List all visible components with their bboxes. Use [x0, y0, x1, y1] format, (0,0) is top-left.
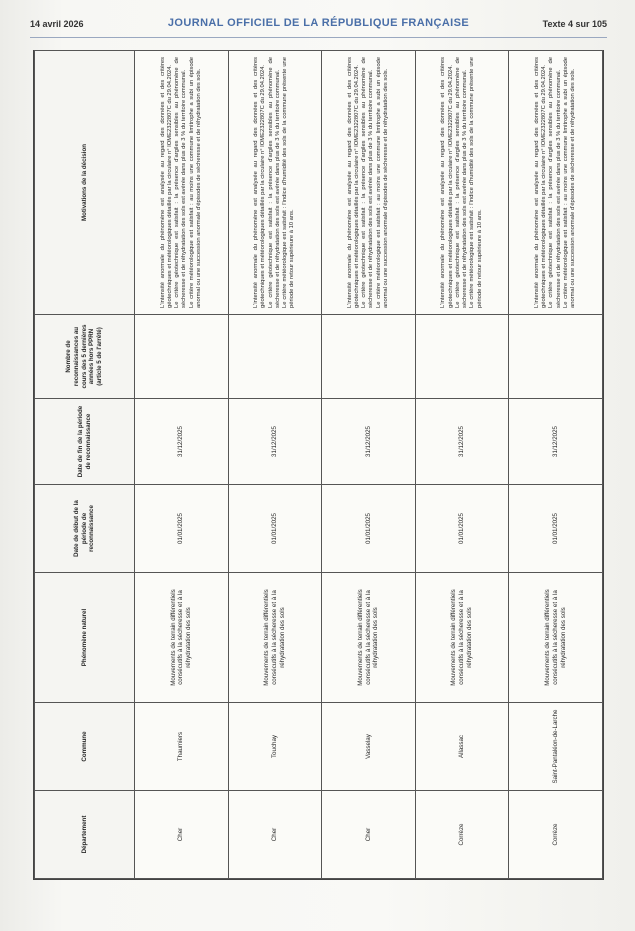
decision-table: [34, 50, 603, 879]
cell-departement: Cher: [228, 791, 322, 879]
motivation-paragraph: Le critère géotechnique est satisfait : la présence d'argiles sensibles au phénomène de sécheresse et de réhydratation des sols est avérée dans plus de 3 % du territoire communal.: [174, 57, 188, 308]
table-row: [228, 51, 322, 879]
cell-commune: Saint-Pantaléon-de-Larche: [509, 703, 603, 791]
cell-nombre: [415, 315, 509, 399]
cell-motivations: [509, 51, 603, 315]
motivation-paragraph: Le critère géotechnique est satisfait : la présence d'argiles sensibles au phénomène de sécheresse et de réhydratation des sols est avérée dans plus de 3 % du territoire communal.: [454, 57, 469, 308]
cell-commune: Allassac: [415, 703, 509, 791]
motivation-paragraph: Le critère météorologique est satisfait : l'indice d'humidité des sols de la commune présente une période de retour supérieure à 10 ans.: [282, 57, 296, 308]
cell-date-fin: 31/12/2025: [415, 399, 509, 485]
cell-date-fin: 31/12/2025: [135, 399, 229, 485]
table-row: [415, 51, 509, 879]
journal-title: JOURNAL OFFICIEL DE LA RÉPUBLIQUE FRANÇAISE: [167, 17, 470, 29]
cell-departement: Cher: [322, 791, 416, 879]
motivation-paragraph: L'intensité anormale du phénomène est analysée au regard des données et des critères géotechniques et météorologiques détaillés par la circulaire n° IOME2322807C du 29.04.2024.: [533, 57, 548, 308]
cell-phenomene: Mouvements de terrain différentiels consécutifs à la sécheresse et à la réhydratation des sols: [135, 573, 229, 703]
header-date: 14 avril 2026: [30, 19, 84, 29]
motivation-paragraph: Le critère météorologique est satisfait : au moins une commune limitrophe a subi un épisode anormal ou une succession anormale d'épisodes de sécheresse et de réhydratation des sols.: [188, 57, 202, 308]
cell-date-fin: 31/12/2025: [509, 399, 603, 485]
motivation-paragraph: Le critère géotechnique est satisfait : la présence d'argiles sensibles au phénomène de sécheresse et de réhydratation des sols est avérée dans plus de 3 % du territoire communal.: [267, 57, 281, 308]
col-header-phenomene: Phénomène naturel: [35, 573, 135, 703]
table-frame: [33, 50, 604, 880]
cell-motivations: [322, 51, 416, 315]
col-header-commune: Commune: [35, 703, 135, 791]
col-header-nombre: Nombre de reconnaissances au cours des 5 dernières années hors PPRN (article 5 de l'arrêté): [35, 315, 135, 399]
table-row: [322, 51, 416, 879]
motivation-paragraph: Le critère météorologique est satisfait : l'indice d'humidité des sols de la commune présente une période de retour supérieure à 10 ans.: [469, 57, 483, 308]
cell-nombre: [135, 315, 229, 399]
motivation-paragraph: Le critère géotechnique est satisfait : la présence d'argiles sensibles au phénomène de sécheresse et de réhydratation des sols est avérée dans plus de 3 % du territoire communal.: [548, 57, 562, 308]
motivation-paragraph: Le critère météorologique est satisfait : au moins une commune limitrophe a subi un épisode anormal ou une succession anormale d'épisodes de sécheresse et de réhydratation des sols.: [375, 57, 389, 308]
cell-nombre: [322, 315, 416, 399]
cell-phenomene: Mouvements de terrain différentiels consécutifs à la sécheresse et à la réhydratation des sols: [415, 573, 509, 703]
cell-motivations: [415, 51, 509, 315]
col-header-date-fin: Date de fin de la période de reconnaissance: [35, 399, 135, 485]
table-row: [135, 51, 229, 879]
cell-commune: Thaumiers: [135, 703, 229, 791]
col-header-departement: Département: [35, 791, 135, 879]
cell-date-debut: 01/01/2025: [415, 485, 509, 573]
table-row: [509, 51, 603, 879]
motivation-paragraph: Le critère géotechnique est satisfait : la présence d'argiles sensibles au phénomène de sécheresse et de réhydratation des sols est avérée dans plus de 3 % du territoire communal.: [361, 57, 375, 308]
cell-phenomene: Mouvements de terrain différentiels consécutifs à la sécheresse et à la réhydratation des sols: [509, 573, 603, 703]
motivation-paragraph: L'intensité anormale du phénomène est analysée au regard des données et des critères géotechniques et météorologiques détaillés par la circulaire n° IOME2322807C du 29.04.2024.: [346, 57, 361, 308]
cell-date-debut: 01/01/2025: [135, 485, 229, 573]
motivation-paragraph: L'intensité anormale du phénomène est analysée au regard des données et des critères géotechniques et météorologiques détaillés par la circulaire n° IOME2322807C du 29.04.2024.: [253, 57, 267, 308]
cell-date-debut: 01/01/2025: [228, 485, 322, 573]
cell-departement: Cher: [135, 791, 229, 879]
cell-commune: Vasselay: [322, 703, 416, 791]
cell-phenomene: Mouvements de terrain différentiels consécutifs à la sécheresse et à la réhydratation des sols: [322, 573, 416, 703]
col-header-motivations: Motivations de la décision: [35, 51, 135, 315]
motivation-paragraph: Le critère météorologique est satisfait : au moins une commune limitrophe a subi un épisode anormal ou une succession anormale d'épisodes de sécheresse et de réhydratation des sols.: [562, 57, 577, 308]
cell-motivations: [135, 51, 229, 315]
cell-date-fin: 31/12/2025: [322, 399, 416, 485]
cell-date-fin: 31/12/2025: [228, 399, 322, 485]
cell-departement: Corrèze: [509, 791, 603, 879]
page-header: [30, 17, 607, 35]
header-page-number: Texte 4 sur 105: [542, 19, 607, 29]
cell-date-debut: 01/01/2025: [322, 485, 416, 573]
cell-commune: Touchay: [228, 703, 322, 791]
cell-nombre: [509, 315, 603, 399]
header-rule: [30, 37, 607, 38]
cell-nombre: [228, 315, 322, 399]
cell-motivations: [228, 51, 322, 315]
motivation-paragraph: L'intensité anormale du phénomène est analysée au regard des données et des critères géotechniques et météorologiques détaillés par la circulaire n° IOME2322807C du 29.04.2024.: [440, 57, 454, 308]
rotated-table-container: [34, 51, 603, 879]
cell-date-debut: 01/01/2025: [509, 485, 603, 573]
col-header-date-debut: Date de début de la période de reconnaissance: [35, 485, 135, 573]
cell-departement: Corrèze: [415, 791, 509, 879]
motivation-paragraph: L'intensité anormale du phénomène est analysée au regard des données et des critères géotechniques et météorologiques détaillés par la circulaire n° IOME2322807C du 29.04.2024.: [159, 57, 173, 308]
cell-phenomene: Mouvements de terrain différentiels consécutifs à la sécheresse et à la réhydratation des sols: [228, 573, 322, 703]
table-header-row: [35, 51, 135, 879]
